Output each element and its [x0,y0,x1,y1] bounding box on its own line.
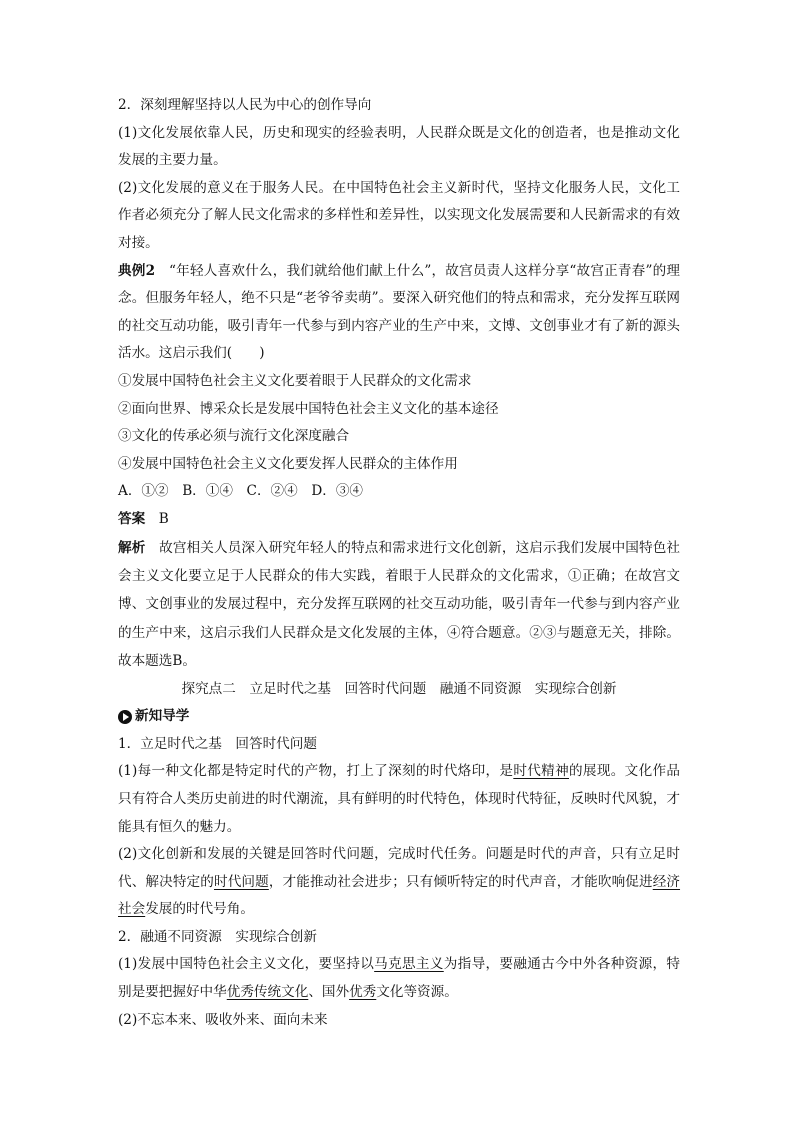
guide-paragraph-1 [118,758,680,841]
underlined-term: 优秀 [349,984,377,1001]
underlined-term: 时代问题 [213,873,269,890]
analysis-label: 解析 [118,539,146,556]
option-2: ②面向世界、博采众长是发展中国特色社会主义文化的基本途径 [118,400,499,417]
example-stem-text: “年轻人喜欢什么，我们就给他们献上什么”，故宫员责人这样分享“故宫正青春”的理念。但服务年轻人，绝不只是“老爷爷卖萌”。要深入研究他们的特点和需求，充分发挥互联网的社交互动功能，吸引青年一代参与到内容产业的生产中来，文博、文创事业才有了新的源头活水。这启示我们( ) [118,262,681,362]
guide-paragraph-3 [118,951,680,1006]
underlined-term: 马克思主义 [374,956,444,973]
example-stem [118,258,680,368]
guide-heading-2: 2．融通不同资源 实现综合创新 [118,928,317,945]
play-circle-icon [118,710,132,724]
example-label: 典例2 [118,262,156,279]
guide-title-text: 新知导学 [135,708,190,725]
guide-p1-text-a: (1)每一种文化都是特定时代的产物，打上了深刻的时代烙印，是 [118,763,514,780]
section-heading-2: 2．深刻理解坚持以人民为中心的创作导向 [118,97,372,113]
guide-p2-text-a: (2)文化创新和发展的关键是回答时代问题，完成时代任务。问题是时代的声音，只有立足时代、解决特定的 [118,846,680,890]
answer-choices: A．①② B．①④ C．②④ D．③④ [118,483,364,500]
answer-line [118,506,680,534]
underlined-term: 经济社会 [118,873,681,918]
guide-p2-text-c: 发展的时代号角。 [145,901,254,918]
answer-label: 答案 [118,510,146,527]
option-3: ③文化的传承必须与流行文化深度融合 [118,428,350,445]
paragraph-2: (2)文化发展的意义在于服务人民。在中国特色社会主义新时代，坚持文化服务人民，文化工作者必须充分了解人民文化需求的多样性和差异性，以实现文化发展需要和人民新需求的有效对接。 [118,179,680,251]
underlined-term: 时代精神 [513,763,569,780]
answer-value: B [158,510,169,527]
guide-section-title [118,703,680,731]
guide-p3-text-c: 、国外 [308,984,350,1001]
document-page [118,92,680,1034]
guide-paragraph-2 [118,841,680,924]
guide-heading-1: 1．立足时代之基 回答时代问题 [118,735,317,752]
paragraph-1: (1)文化发展依靠人民，历史和现实的经验表明，人民群众既是文化的创造者，也是推动文化发展的主要力量。 [118,124,680,169]
guide-p1-text-b: 的展现。文化作品只有符合人类历史前进的时代潮流，具有鲜明的时代特色，体现时代特征，反映时代风貌，才能具有恒久的魅力。 [118,763,681,835]
guide-paragraph-4: (2)不忘本来、吸收外来、面向未来 [118,1011,328,1028]
guide-p3-text-a: (1)发展中国特色社会主义文化，要坚持以 [118,956,375,973]
option-4: ④发展中国特色社会主义文化要发挥人民群众的主体作用 [118,455,458,472]
guide-p2-text-b: ，才能推动社会进步；只有倾听特定的时代声音，才能吹响促进 [268,873,653,890]
guide-p3-text-d: 文化等资源。 [376,984,458,1001]
underlined-term: 优秀传统文化 [226,984,309,1001]
guide-p3-text-b: 为指导，要融通古今中外各种资源，特别是要把握好中华 [118,956,681,1001]
explore-point-title: 探究点二 立足时代之基 回答时代问题 融通不同资源 实现综合创新 [181,680,617,697]
option-1: ①发展中国特色社会主义文化要着眼于人民群众的文化需求 [118,372,472,389]
analysis-text: 故宫相关人员深入研究年轻人的特点和需求进行文化创新，这启示我们发展中国特色社会主义文化要立足于人民群众的伟大实践，着眼于人民群众的文化需求，①正确；在故宫文博、文创事业的发展过程中，充分发挥互联网的社交互动功能，吸引青年一代参与到内容产业的生产中来，这启示我们人民群众是文化发展的主体，④符合题意。②③与题意无关，排除。故本题选B。 [118,539,681,670]
analysis-paragraph [118,534,680,676]
